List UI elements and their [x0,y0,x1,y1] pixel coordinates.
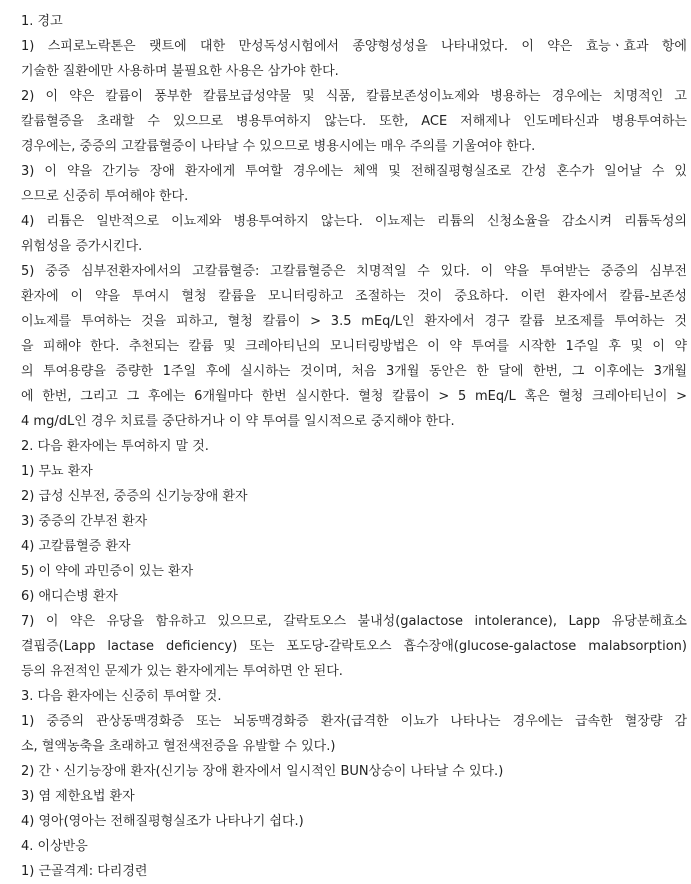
text-line: 3. 다음 환자에는 신중히 투여할 것. [21,689,222,704]
text-line: 소, 혈액농축을 초래하고 혈전색전증을 유발할 수 있다.) [21,739,336,754]
text-line: 2. 다음 환자에는 투여하지 말 것. [21,439,209,454]
text-line: 5) 중증 심부전환자에서의 고칼륨혈증: 고칼륨혈증은 치명적일 수 있다. 이 약을 투여받는 중증의 심부전 [21,264,687,279]
text-line: 에 한번, 그리고 그 후에는 6개월마다 한번 실시한다. 혈청 칼륨이 > 5 mEq/L 혹은 혈청 크레아티닌이 > [21,389,687,404]
text-line: 칼륨혈증을 초래할 수 있으므로 병용투여하지 않는다. 또한, ACE 저해제나 인도메타신과 병용투여하는 [21,114,687,129]
text-line: 의 투여용량을 증량한 1주일 후에 실시하는 것이며, 처음 3개월 동안은 한 달에 한번, 그 이후에는 3개월 [21,364,687,379]
text-line: 4. 이상반응 [21,839,88,854]
text-line: 5) 이 약에 과민증이 있는 환자 [21,564,194,579]
text-line: 3) 이 약을 간기능 장애 환자에게 투여할 경우에는 체액 및 전해질평형실조로 간성 혼수가 일어날 수 있 [21,164,687,179]
text-line: 위험성을 증가시킨다. [21,239,143,254]
text-line: 3) 염 제한요법 환자 [21,789,135,804]
text-line: 4) 영아(영아는 전해질평형실조가 나타나기 쉽다.) [21,814,304,829]
text-line: 2) 이 약은 칼륨이 풍부한 칼륨보급성약물 및 식품, 칼륨보존성이뇨제와 병용하는 경우에는 치명적인 고 [21,89,687,104]
text-line: 을 피해야 한다. 추천되는 칼륨 및 크레아티닌의 모니터링방법은 이 약 투여를 시작한 1주일 후 및 이 약 [21,339,687,354]
text-line: 4 mg/dL인 경우 치료를 중단하거나 이 약 투여를 일시적으로 중지해야 한다. [21,414,455,429]
text-line: 으므로 신중히 투여해야 한다. [21,189,189,204]
text-line: 1) 중증의 관상동맥경화증 또는 뇌동맥경화증 환자(급격한 이뇨가 나타나는 경우에는 급속한 혈장량 감 [21,714,687,729]
text-line: 이뇨제를 투여하는 것을 피하고, 혈청 칼륨이 > 3.5 mEq/L인 환자에서 경구 칼륨 보조제를 투여하는 것 [21,314,687,329]
text-line: 경우에는, 중증의 고칼륨혈증이 나타날 수 있으므로 병용시에는 매우 주의를 기울여야 한다. [21,139,536,154]
text-line: 기술한 질환에만 사용하며 불필요한 사용은 삼가야 한다. [21,64,339,79]
text-line: 2) 간ㆍ신기능장애 환자(신기능 장애 환자에서 일시적인 BUN상승이 나타날 수 있다.) [21,764,504,779]
text-line: 1) 무뇨 환자 [21,464,93,479]
text-line: 6) 애디슨병 환자 [21,589,118,604]
text-line: 3) 중증의 간부전 환자 [21,514,148,529]
text-line: 결핍증(Lapp lactase deficiency) 또는 포도당-갈락토오스 흡수장애(glucose-galactose malabsorption) [21,639,687,654]
text-line: 등의 유전적인 문제가 있는 환자에게는 투여하면 안 된다. [21,664,343,679]
text-line: 환자에 이 약을 투여시 혈청 칼륨을 모니터링하고 조절하는 것이 중요하다. 이런 환자에서 칼륨-보존성 [21,289,687,304]
text-line: 7) 이 약은 유당을 함유하고 있으므로, 갈락토오스 불내성(galactose intolerance), Lapp 유당분해효소 [21,614,687,629]
text-line: 1) 스피로노락톤은 랫트에 대한 만성독성시험에서 종양형성성을 나타내었다. 이 약은 효능ㆍ효과 항에 [21,39,687,54]
text-line: 4) 고칼륨혈증 환자 [21,539,131,554]
text-line: 1) 근골격계: 다리경련 [21,864,148,879]
text-line: 1. 경고 [21,14,63,29]
text-line: 2) 급성 신부전, 중증의 신기능장애 환자 [21,489,248,504]
text-line: 4) 리튬은 일반적으로 이뇨제와 병용투여하지 않는다. 이뇨제는 리튬의 신청소율을 감소시켜 리튬독성의 [21,214,687,229]
